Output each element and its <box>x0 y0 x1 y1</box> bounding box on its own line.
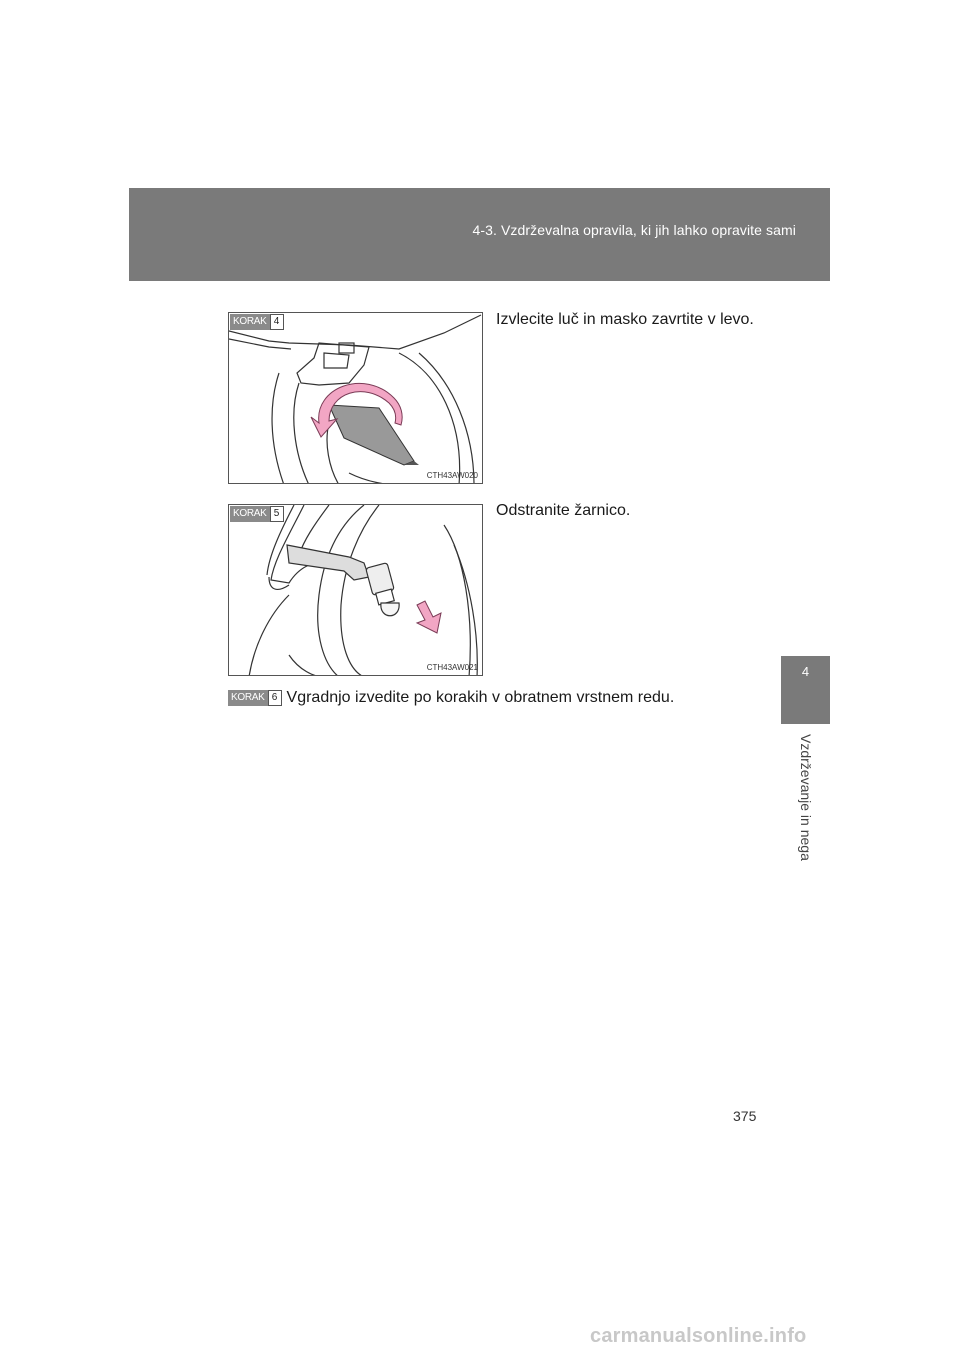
chapter-number: 4 <box>801 664 810 679</box>
step-badge-6 <box>228 690 282 706</box>
step-number: 4 <box>270 314 284 330</box>
pull-arrow-icon <box>417 601 441 633</box>
lamp-removal-illustration <box>229 313 483 484</box>
step-4-text: Izvlecite luč in masko zavrtite v levo. <box>496 311 754 328</box>
figure-code: CTH43AW021 <box>426 663 478 672</box>
figure-step-4 <box>228 312 483 484</box>
watermark[interactable]: carmanualsonline.info <box>590 1325 807 1347</box>
chapter-tab[interactable] <box>781 656 830 724</box>
step-keyword: KORAK <box>230 506 270 522</box>
step-keyword: KORAK <box>228 690 268 706</box>
page-number: 375 <box>733 1108 757 1124</box>
step-number: 6 <box>268 690 282 706</box>
chapter-label: Vzdrževanje in nega <box>798 734 814 861</box>
step-keyword: KORAK <box>230 314 270 330</box>
step-5-text: Odstranite žarnico. <box>496 502 631 519</box>
header-bar <box>129 188 830 281</box>
section-title: 4-3. Vzdrževalna opravila, ki jih lahko opravite sami <box>472 222 796 238</box>
bulb-removal-illustration <box>229 505 483 676</box>
step-6 <box>228 689 674 707</box>
figure-step-5 <box>228 504 483 676</box>
step-number: 5 <box>270 506 284 522</box>
step-badge-5 <box>230 506 284 522</box>
step-badge-4 <box>230 314 284 330</box>
step-6-text: Vgradnjo izvedite po korakih v obratnem vrstnem redu. <box>286 689 675 706</box>
figure-code: CTH43AW020 <box>426 471 478 480</box>
